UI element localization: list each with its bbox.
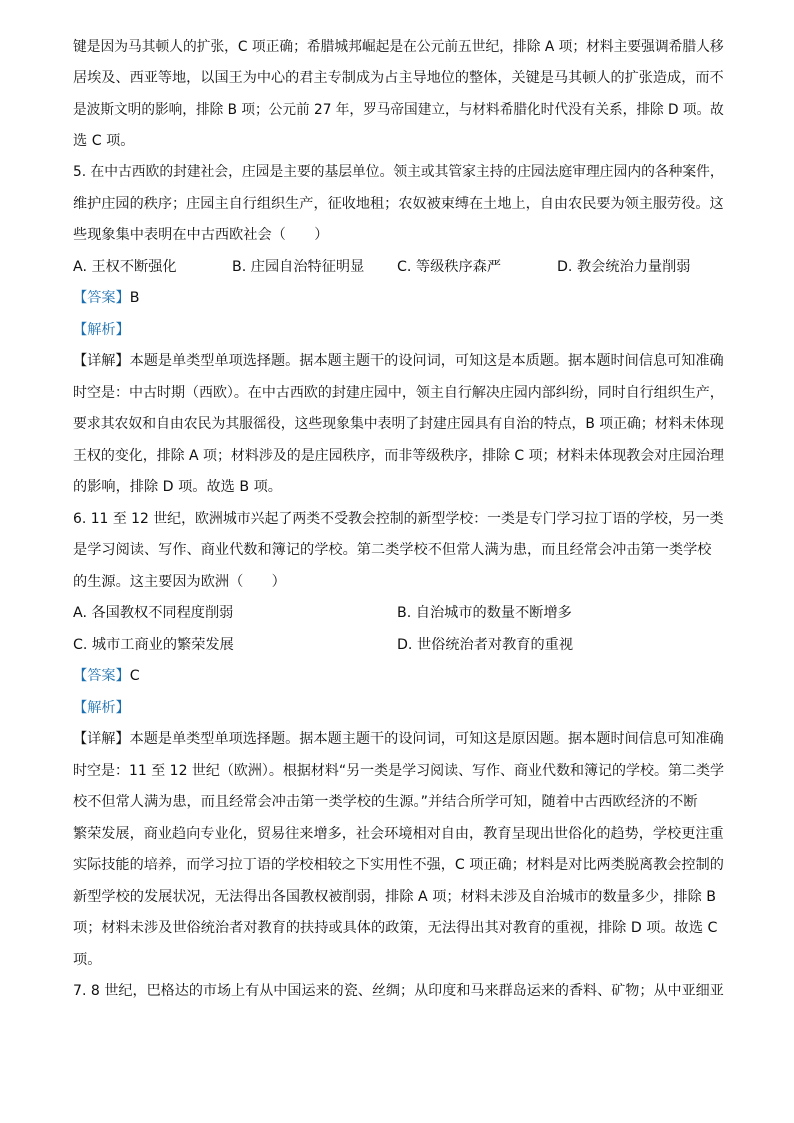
q6-detail: 校不但常人满为患，而且经常会冲击第一类学校的生源。”并结合所学可知，随着中古西欧经济的不断 <box>73 794 698 810</box>
analysis-tag: 【解析】 <box>73 322 130 338</box>
question-5-stem: 些现象集中表明在中古西欧社会（ ） <box>73 227 329 243</box>
answer-tag: 【答案】 <box>73 668 130 684</box>
q6-detail: 繁荣发展，商业趋向专业化，贸易往来增多，社会环境相对自由，教育呈现出世俗化的趋势，学校更注重 <box>73 826 724 842</box>
question-5-stem: 5. 在中古西欧的封建社会，庄园是主要的基层单位。领主或其管家主持的庄园法庭审理庄园内的各种案件， <box>73 164 724 180</box>
analysis-tag: 【解析】 <box>73 700 130 716</box>
q6-detail: 项；材料未涉及世俗统治者对教育的扶持或具体的政策，无法得出其对教育的重视，排除 D 项。故选 C <box>73 920 718 936</box>
text-line: 键是因为马其顿人的扩张，C 项正确；希腊城邦崛起是在公元前五世纪，排除 A 项；材料主要强调希腊人移 <box>73 39 724 55</box>
text-line: 选 C 项。 <box>73 133 135 149</box>
question-6-stem: 是学习阅读、写作、商业代数和簿记的学校。第二类学校不但常人满为患，而且经常会冲击第一类学校 <box>73 542 712 558</box>
q6-answer <box>73 666 140 686</box>
q6-detail: 新型学校的发展状况，无法得出各国教权被削弱，排除 A 项；材料未涉及自治城市的数量多少，排除 B <box>73 889 717 905</box>
q5-answer <box>73 288 140 308</box>
q5-detail: 的影响，排除 D 项。故选 B 项。 <box>73 479 282 495</box>
q6-option-b: B. 自治城市的数量不断增多 <box>397 605 572 621</box>
answer-value: B <box>129 290 140 306</box>
q5-option-b: B. 庄园自治特征明显 <box>232 259 365 275</box>
q6-detail: 实际技能的培养，而学习拉丁语的学校相较之下实用性不强，C 项正确；材料是对比两类脱离教会控制的 <box>73 857 724 873</box>
q5-option-c: C. 等级秩序森严 <box>397 259 502 275</box>
q6-detail: 时空是：11 至 12 世纪（欧洲）。根据材料“另一类是学习阅读、写作、商业代数和簿记的学校。第二类学 <box>73 763 724 779</box>
q5-analysis-heading <box>73 320 130 340</box>
question-6-stem: 的生源。这主要因为欧洲（ ） <box>73 574 286 590</box>
q6-detail: 【详解】本题是单类型单项选择题。据本题主题干的设问词，可知这是原因题。据本题时间信息可知准确 <box>73 731 724 747</box>
answer-value: C <box>129 668 140 684</box>
text-line: 是波斯文明的影响，排除 B 项；公元前 27 年，罗马帝国建立，与材料希腊化时代没有关系，排除 D 项。故 <box>73 102 724 118</box>
q6-option-a: A. 各国教权不同程度削弱 <box>73 605 234 621</box>
q5-detail: 王权的变化，排除 A 项；材料涉及的是庄园秩序，而非等级秩序，排除 C 项；材料未体现教会对庄园治理 <box>73 448 724 464</box>
question-6-stem: 6. 11 至 12 世纪，欧洲城市兴起了两类不受教会控制的新型学校：一类是专门学习拉丁语的学校，另一类 <box>73 511 724 527</box>
answer-tag: 【答案】 <box>73 290 130 306</box>
text-line: 居埃及、西亚等地，以国王为中心的君主专制成为占主导地位的整体，关键是马其顿人的扩张造成，而不 <box>73 70 724 86</box>
q5-detail: 【详解】本题是单类型单项选择题。据本题主题干的设问词，可知这是本质题。据本题时间信息可知准确 <box>73 353 724 369</box>
question-5-stem: 维护庄园的秩序；庄园主自行组织生产，征收地租；农奴被束缚在土地上，自由农民要为领主服劳役。这 <box>73 196 724 212</box>
q6-option-d: D. 世俗统治者对教育的重视 <box>397 637 574 653</box>
q5-detail: 要求其农奴和自由农民为其服徭役，这些现象集中表明了封建庄园具有自治的特点，B 项正确；材料未体现 <box>73 416 724 432</box>
q5-option-d: D. 教会统治力量削弱 <box>557 259 691 275</box>
q6-detail: 项。 <box>73 952 102 968</box>
q5-detail: 时空是：中古时期（西欧）。在中古西欧的封建庄园中，领主自行解决庄园内部纠纷，同时自行组织生产， <box>73 385 724 401</box>
question-7-stem: 7. 8 世纪，巴格达的市场上有从中国运来的瓷、丝绸；从印度和马来群岛运来的香料、矿物；从中亚细亚 <box>73 983 724 999</box>
q5-option-a: A. 王权不断强化 <box>73 259 177 275</box>
q6-option-c: C. 城市工商业的繁荣发展 <box>73 637 234 653</box>
q6-analysis-heading <box>73 698 130 718</box>
